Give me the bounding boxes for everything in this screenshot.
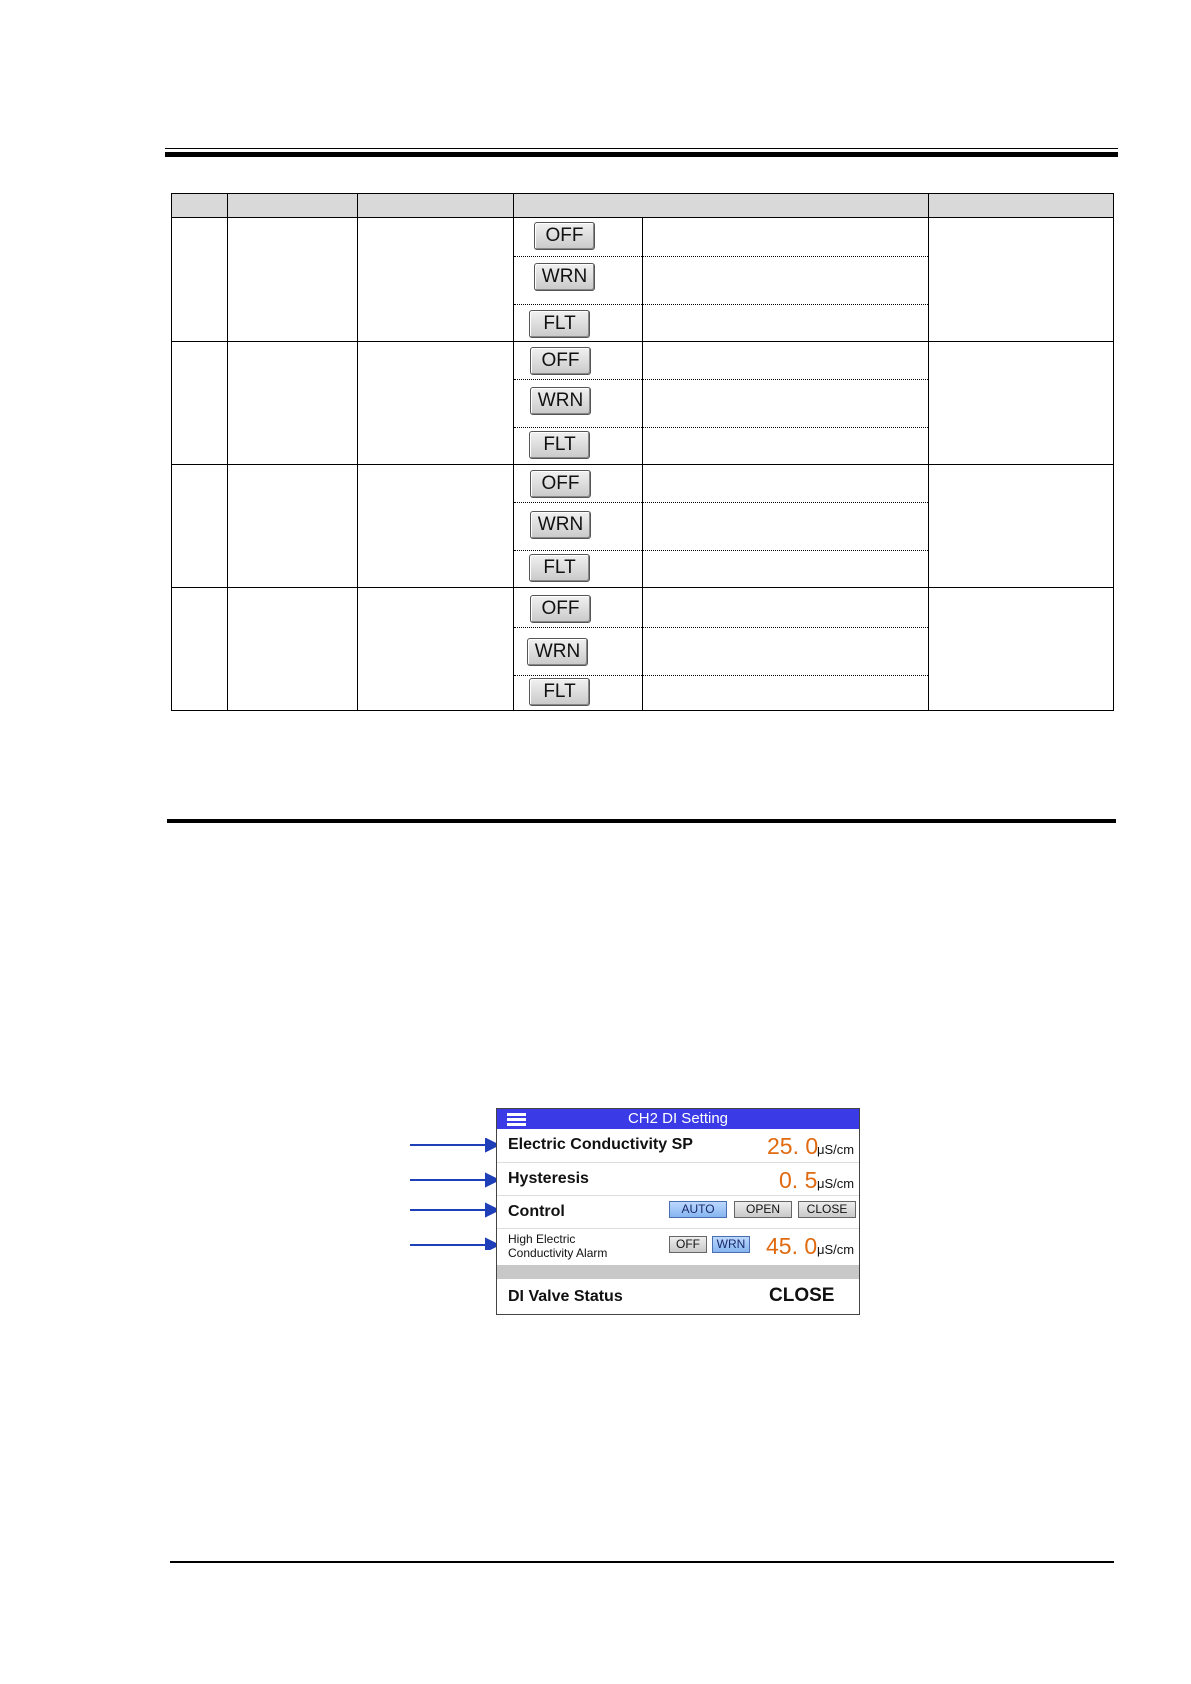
sub-divider bbox=[514, 502, 928, 503]
hysteresis-unit: μS/cm bbox=[817, 1176, 855, 1191]
ec-sp-label: Electric Conductivity SP bbox=[508, 1136, 693, 1153]
alarm-label-line2: Conductivity Alarm bbox=[508, 1246, 608, 1260]
off-button[interactable]: OFF bbox=[530, 595, 591, 623]
alarm-setting-table bbox=[171, 193, 1114, 711]
wrn-button[interactable]: WRN bbox=[527, 638, 588, 666]
col-divider-2 bbox=[357, 194, 358, 710]
ec-sp-unit: μS/cm bbox=[817, 1142, 855, 1157]
section-rule bbox=[167, 819, 1116, 823]
menu-icon[interactable] bbox=[507, 1113, 526, 1126]
screen-title: CH2 DI Setting bbox=[627, 1110, 729, 1127]
ec-sp-value[interactable]: 25. 0 bbox=[767, 1133, 819, 1159]
control-row bbox=[497, 1196, 859, 1229]
col-divider-1 bbox=[227, 194, 228, 710]
hysteresis-value[interactable]: 0. 5 bbox=[779, 1167, 818, 1193]
sub-divider bbox=[514, 627, 928, 628]
high-ec-alarm-row bbox=[497, 1229, 859, 1264]
off-button[interactable]: OFF bbox=[530, 470, 591, 498]
group-divider-1 bbox=[172, 341, 1113, 342]
alarm-label-line1: High Electric bbox=[508, 1232, 576, 1246]
col-divider-3 bbox=[513, 194, 514, 710]
wrn-button[interactable]: WRN bbox=[530, 511, 591, 539]
flt-button[interactable]: FLT bbox=[529, 431, 590, 459]
separator-band bbox=[497, 1265, 859, 1279]
open-button[interactable]: OPEN bbox=[734, 1201, 792, 1218]
col-divider-4 bbox=[928, 194, 929, 710]
flt-button[interactable]: FLT bbox=[529, 678, 590, 706]
flt-button[interactable]: FLT bbox=[529, 310, 590, 338]
ec-sp-row[interactable] bbox=[497, 1130, 859, 1163]
valve-status-row bbox=[497, 1280, 859, 1314]
group-divider-2 bbox=[172, 464, 1113, 465]
hysteresis-label: Hysteresis bbox=[508, 1170, 589, 1187]
valve-status-label: DI Valve Status bbox=[508, 1288, 623, 1305]
screen-header bbox=[497, 1109, 859, 1129]
sub-divider bbox=[514, 550, 928, 551]
wrn-button[interactable]: WRN bbox=[530, 387, 591, 415]
hysteresis-row[interactable] bbox=[497, 1163, 859, 1196]
sub-divider bbox=[514, 256, 928, 257]
top-rule-thick bbox=[165, 152, 1118, 157]
off-button[interactable]: OFF bbox=[530, 347, 591, 375]
top-rule-thin bbox=[165, 148, 1118, 149]
group-divider-3 bbox=[172, 587, 1113, 588]
close-button[interactable]: CLOSE bbox=[798, 1201, 856, 1218]
control-label: Control bbox=[508, 1203, 565, 1220]
di-setting-screen bbox=[496, 1108, 860, 1315]
sub-divider bbox=[514, 379, 928, 380]
alarm-off-button[interactable]: OFF bbox=[669, 1236, 707, 1253]
sub-divider bbox=[514, 675, 928, 676]
alarm-wrn-button[interactable]: WRN bbox=[712, 1236, 750, 1253]
footer-rule bbox=[170, 1561, 1114, 1563]
off-button[interactable]: OFF bbox=[534, 222, 595, 250]
sub-divider bbox=[514, 427, 928, 428]
alarm-unit: μS/cm bbox=[817, 1242, 855, 1257]
wrn-button[interactable]: WRN bbox=[534, 263, 595, 291]
alarm-value[interactable]: 45. 0 bbox=[766, 1233, 818, 1259]
callout-arrows bbox=[410, 1138, 500, 1250]
sub-divider bbox=[514, 304, 928, 305]
table-header-row bbox=[172, 194, 1113, 218]
auto-button[interactable]: AUTO bbox=[669, 1201, 727, 1218]
flt-button[interactable]: FLT bbox=[529, 554, 590, 582]
valve-status-value: CLOSE bbox=[769, 1285, 835, 1306]
